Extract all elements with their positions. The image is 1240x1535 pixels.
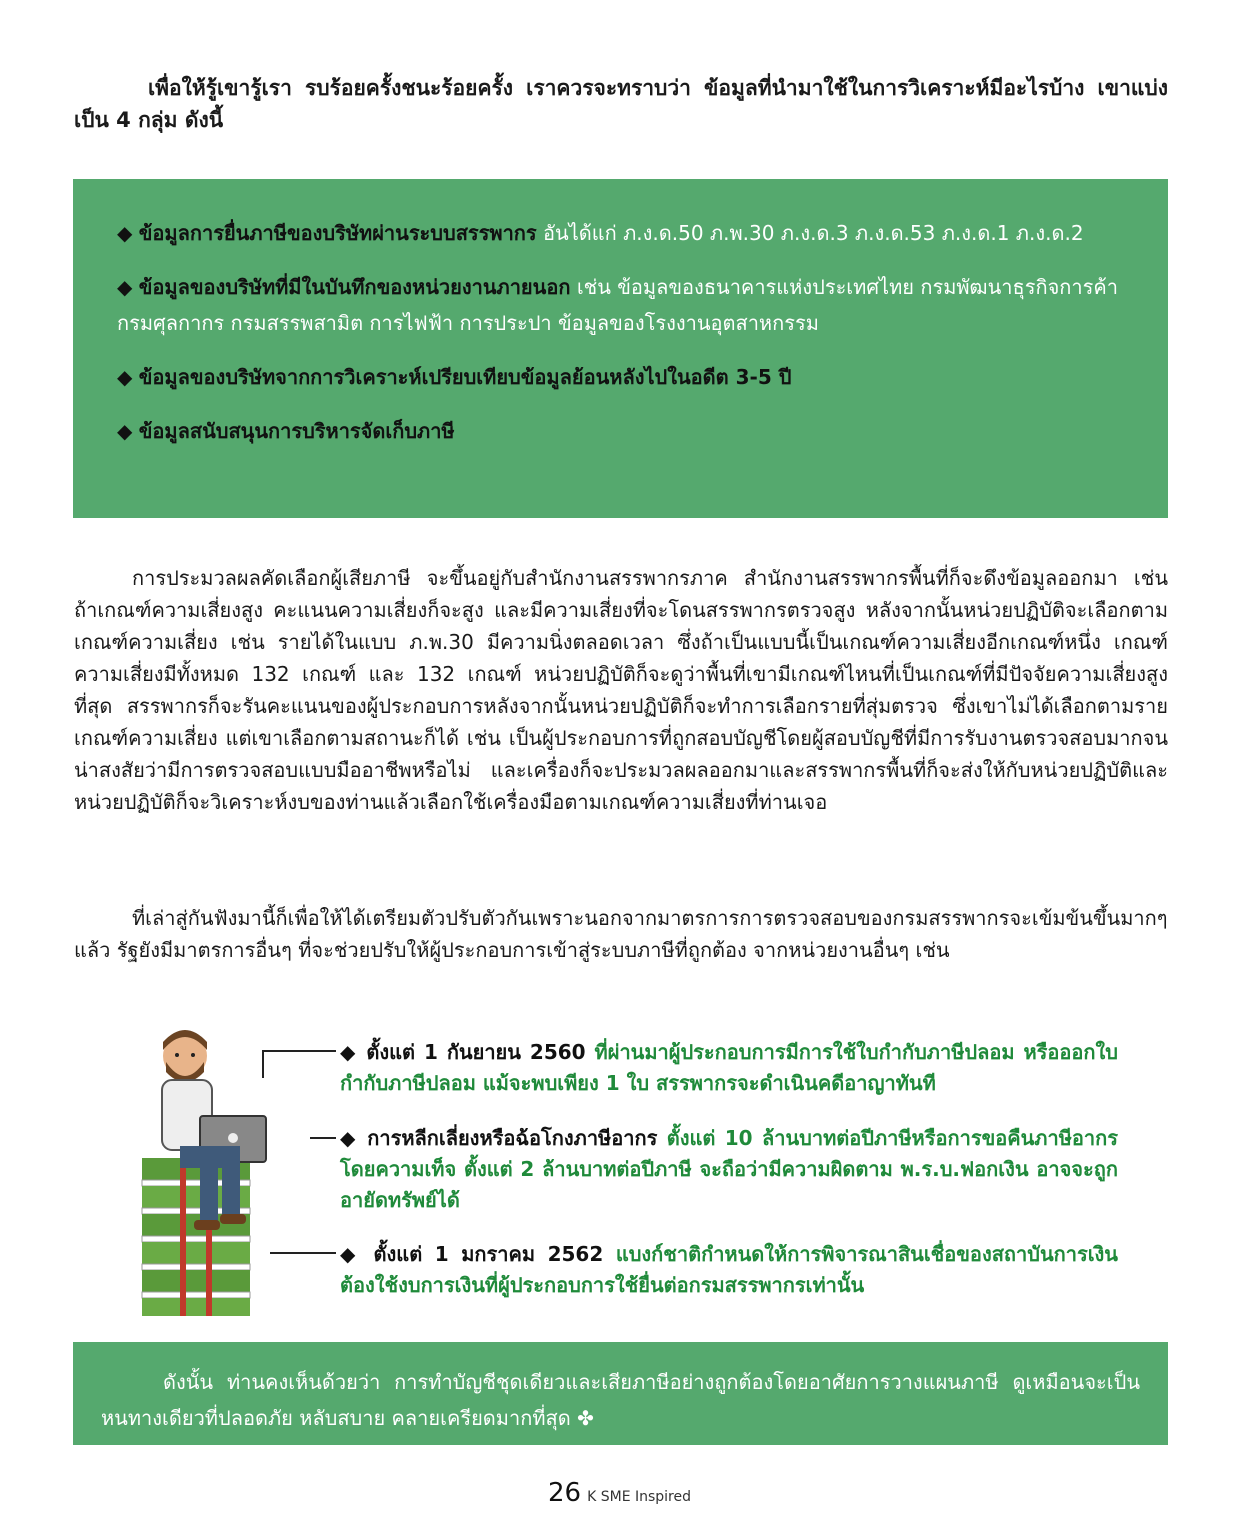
callout-lead: ตั้งแต่ 1 กันยายน 2560 — [366, 1040, 586, 1064]
data-group-item — [117, 413, 1124, 449]
connector-line — [262, 1050, 264, 1078]
callout-text: ตั้งแต่ 10 ล้านบาทต่อปีภาษีหรือการขอคืนภาษีอากรโดยความเท็จ ตั้งแต่ 2 ล้านบาทต่อปีภาษี จะถือว่ามีความผิดตาม พ.ร.บ.ฟอกเงิน อาจจะถูกอายัดทรัพย์ได้ — [340, 1126, 1118, 1212]
diamond-bullet-icon: ◆ — [340, 1040, 358, 1064]
callout-item — [340, 1123, 1118, 1216]
page-number: 26 — [548, 1478, 582, 1508]
diamond-bullet-icon: ◆ — [117, 221, 133, 245]
data-group-title: ข้อมูลของบริษัทที่มีในบันทึกของหน่วยงานภายนอก — [138, 275, 571, 299]
screening-paragraph: การประมวลผลคัดเลือกผู้เสียภาษี จะขึ้นอยู่กับสำนักงานสรรพากรภาค สำนักงานสรรพากรพื้นที่ก็จะดึงข้อมูลออกมา เช่น ถ้าเกณฑ์ความเสี่ยงสูง คะแนนความเสี่ยงก็จะสูง และมีความเสี่ยงที่จะโดนสรรพากรตรวจสูง หลังจากนั้นหน่วยปฏิบัติจะเลือกตามเกณฑ์ความเสี่ยง เช่น รายได้ในแบบ ภ.พ.30 มีความนิ่งตลอดเวลา ซึ่งถ้าเป็นแบบนี้เป็นเกณฑ์ความเสี่ยงอีกเกณฑ์หนึ่ง เกณฑ์ความเสี่ยงมีทั้งหมด 132 เกณฑ์ และ 132 เกณฑ์ หน่วยปฏิบัติก็จะดูว่าพื้นที่เขามีเกณฑ์ไหนที่เป็นเกณฑ์ที่มีปัจจัยความเสี่ยงสูงที่สุด สรรพากรก็จะรันคะแนนของผู้ประกอบการหลังจากนั้นหน่วยปฏิบัติก็จะทำการเลือกรายที่สุ่มตรวจ ซึ่งเขาไม่ได้เลือกตามรายเกณฑ์ความเสี่ยง แต่เขาเลือกตามสถานะก็ได้ เช่น เป็นผู้ประกอบการที่ถูกสอบบัญชีโดยผู้สอบบัญชีที่มีการรับงานตรวจสอบมากจนน่าสงสัยว่ามีการตรวจสอบแบบมืออาชีพหรือไม่ และเครื่องก็จะประมวลผลออกมาและสรรพากรพื้นที่ก็จะส่งให้กับหน่วยปฏิบัติและหน่วยปฏิบัติก็จะวิเคราะห์งบของท่านแล้วเลือกใช้เครื่องมือตามเกณฑ์ความเสี่ยงที่ท่านเจอ — [74, 566, 1168, 814]
man-on-money-illustration — [140, 1028, 270, 1318]
data-group-detail: อันได้แก่ ภ.ง.ด.50 ภ.พ.30 ภ.ง.ด.3 ภ.ง.ด.53 ภ.ง.ด.1 ภ.ง.ด.2 — [543, 221, 1084, 245]
diamond-bullet-icon: ◆ — [117, 419, 133, 443]
conclusion-paragraph — [101, 1364, 1140, 1436]
data-group-item — [117, 215, 1124, 251]
connector-line — [270, 1252, 336, 1254]
page-footer — [548, 1478, 691, 1508]
data-group-detail: เช่น ข้อมูลของธนาคารแห่งประเทศไทย กรมพัฒนาธุรกิจการค้า กรมศุลกากร กรมสรรพสามิต การไฟฟ้า การประปา ข้อมูลของโรงงานอุตสาหกรรม — [117, 275, 1118, 335]
connector-line — [310, 1137, 336, 1139]
data-group-item — [117, 269, 1124, 341]
data-groups-box — [73, 179, 1168, 518]
diamond-bullet-icon: ◆ — [340, 1242, 361, 1266]
intro-paragraph: เพื่อให้รู้เขารู้เรา รบร้อยครั้งชนะร้อยครั้ง เราควรจะทราบว่า ข้อมูลที่นำมาใช้ในการวิเคราะห์มีอะไรบ้าง เขาแบ่งเป็น 4 กลุ่ม ดังนี้ — [74, 76, 1168, 132]
callout-item — [340, 1037, 1118, 1099]
callout-lead: การหลีกเลี่ยงหรือฉ้อโกงภาษีอากร — [367, 1126, 658, 1150]
diamond-bullet-icon: ◆ — [117, 275, 133, 299]
connector-line — [262, 1050, 336, 1052]
footer-brand: K SME Inspired — [587, 1489, 692, 1505]
data-group-title: ข้อมูลของบริษัทจากการวิเคราะห์เปรียบเทียบข้อมูลย้อนหลังไปในอดีต 3-5 ปี — [138, 365, 792, 389]
callout-item — [340, 1239, 1118, 1301]
callout-text: แบงก์ชาติกำหนดให้การพิจารณาสินเชื่อของสถาบันการเงิน ต้องใช้งบการเงินที่ผู้ประกอบการใช้ยื่นต่อกรมสรรพากรเท่านั้น — [340, 1242, 1118, 1297]
data-group-title: ข้อมูลสนับสนุนการบริหารจัดเก็บภาษี — [138, 419, 455, 443]
callout-text: ที่ผ่านมาผู้ประกอบการมีการใช้ใบกำกับภาษีปลอม หรือออกใบกำกับภาษีปลอม แม้จะพบเพียง 1 ใบ สรรพากรจะดำเนินคดีอาญาทันที — [340, 1040, 1119, 1095]
end-mark-icon: ✤ — [577, 1406, 594, 1430]
data-group-item — [117, 359, 1124, 395]
diamond-bullet-icon: ◆ — [340, 1126, 358, 1150]
callout-lead: ตั้งแต่ 1 มกราคม 2562 — [373, 1242, 604, 1266]
conclusion-text: ดังนั้น ท่านคงเห็นด้วยว่า การทำบัญชีชุดเดียวและเสียภาษีอย่างถูกต้องโดยอาศัยการวางแผนภาษี ดูเหมือนจะเป็นหนทางเดียวที่ปลอดภัย หลับสบาย คลายเครียดมากที่สุด — [101, 1370, 1140, 1430]
preparation-paragraph: ที่เล่าสู่กันฟังมานี้ก็เพื่อให้ได้เตรียมตัวปรับตัวกันเพราะนอกจากมาตรการการตรวจสอบของกรมสรรพากรจะเข้มข้นขึ้นมากๆ แล้ว รัฐยังมีมาตรการอื่นๆ ที่จะช่วยปรับให้ผู้ประกอบการเข้าสู่ระบบภาษีที่ถูกต้อง จากหน่วยงานอื่นๆ เช่น — [74, 906, 1168, 962]
conclusion-box — [73, 1342, 1168, 1445]
data-group-title: ข้อมูลการยื่นภาษีของบริษัทผ่านระบบสรรพากร — [138, 221, 537, 245]
diamond-bullet-icon: ◆ — [117, 365, 133, 389]
